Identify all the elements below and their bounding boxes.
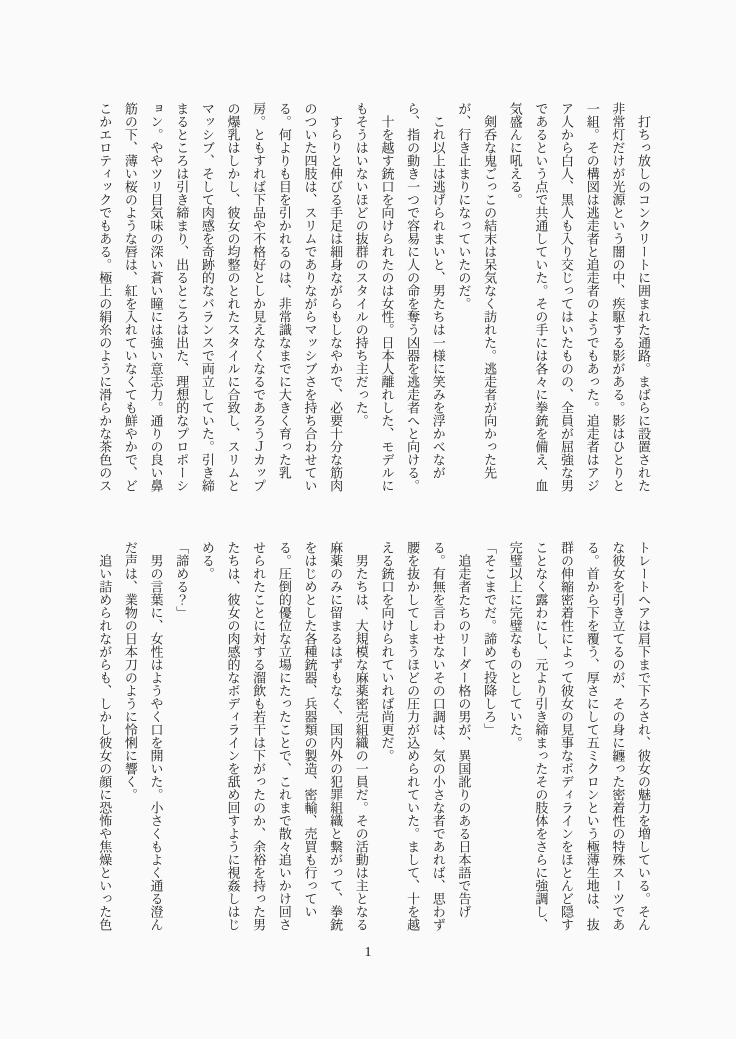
- text-line: る。圧倒的優位な立場にたったことで、これまで散々追いかけ回さ: [276, 541, 292, 931]
- text-line: める。: [199, 541, 215, 580]
- text-line: 打ちっ放しのコンクリートに囲まれた通路。まばらに設置された: [636, 102, 651, 492]
- text-line: 完璧以上に完璧なものとしていた。: [507, 541, 523, 749]
- text-line: 筋の下、薄い桜のような唇は、紅を入れていなくても鮮やかで、ど: [122, 102, 138, 492]
- text-line: 十を越す銃口を向けられたのは女性。日本人離れした、モデルに: [379, 102, 395, 492]
- text-line: える銃口を向けられていれば尚更だ。: [379, 541, 395, 762]
- text-line: 一組。その構図は逃走者と追走者のようでもあった。追走者はアジ: [584, 102, 600, 492]
- text-line: 気盛んに吼える。: [507, 102, 523, 206]
- text-line: る。有無を言わせないその口調は、気の小さな者であれば、思わず: [430, 541, 446, 931]
- text-line: のついた四肢は、スリムでありながらマッシブさを持ち合わせてい: [302, 102, 318, 492]
- text-line: まるところは引き締まり、出るところは出た、理想的なプロポーシ: [174, 102, 190, 492]
- text-line: ョン。ややツリ目気味の深い蒼い瞳には強い意志力。通りの良い鼻: [148, 102, 164, 492]
- text-line: であるという点で共通していた。その手には各々に拳銃を備え、血: [533, 102, 549, 492]
- text-line: ら、指の動き一つで容易に人の命を奪う凶器を逃走者へと向ける。: [405, 102, 421, 492]
- text-line: 房。ともすれば下品や不格好としか見えなくなるであろうＪカップ: [251, 102, 267, 492]
- text-line: もそうはいないほどの抜群のスタイルの持ち主だった。: [353, 102, 369, 427]
- text-line: 麻薬のみに留まるはずもなく、国内外の犯罪組織と繋がって、拳銃: [328, 541, 344, 931]
- text-line: せられたことに対する溜飲も若干は下がったのか、余裕を持った男: [251, 541, 267, 931]
- text-line: 非常灯だけが光源という闇の中、疾駆する影がある。影はひとりと: [610, 102, 626, 492]
- text-line: ア人から白人、黒人も入り交じってはいたものの、全員が屈強な男: [559, 102, 575, 492]
- page-number: 1: [364, 945, 372, 960]
- text-line: ことなく露わにし、元より引き締まったその肢体をさらに強調し、: [533, 541, 549, 931]
- text-line: る。首から下を覆う、厚さにして五ミクロンという極薄生地は、抜: [584, 541, 600, 931]
- text-line: 男の言葉に、女性はようやく口を開いた。小さくもよく通る澄ん: [148, 541, 164, 931]
- text-line: る。何よりも目を引かれるのは、非常識なまでに大きく育った乳: [276, 102, 292, 479]
- text-line: 男たちは、大規模な麻薬密売組織の一員だ。その活動は主となる: [353, 541, 369, 931]
- text-line: 追い詰められながらも、しかし彼女の顔に恐怖や焦燥といった色: [97, 541, 113, 931]
- text-line: マッシブ、そして肉感を奇跡的なバランスで両立していた。引き締: [199, 102, 215, 492]
- text-line: 「諦める？」: [174, 541, 190, 619]
- text-line: 追走者たちのリーダー格の男が、異国訛りのある日本語で告げ: [456, 541, 472, 918]
- text-line: な彼女を引き立てるのが、その身に纏った密着性の特殊スーツであ: [610, 541, 626, 931]
- text-line: たちは、彼女の肉感的なボディラインを舐め回すように視姦しはじ: [225, 541, 241, 931]
- text-line: をはじめとした各種銃器、兵器類の製造、密輸、売買も行ってい: [302, 541, 318, 918]
- text-line: だ声は、業物の日本刀のように怜悧に響く。: [122, 541, 138, 801]
- text-line: トレートヘアは肩下まで下ろされ、彼女の魅力を増している。そん: [636, 541, 651, 931]
- text-line: が、行き止まりになっていたのだ。: [456, 102, 472, 310]
- text-line: 腰を抜かしてしまうほどの圧力が込められていた。まして、十を越: [405, 541, 421, 931]
- text-line: こかエロティックでもある。極上の絹糸のように滑らかな茶色のス: [97, 102, 113, 492]
- text-line: これ以上は逃げられまいと、男たちは一様に笑みを浮かべなが: [430, 102, 446, 479]
- text-line: 「そこまでだ。諦めて投降しろ」: [482, 541, 498, 736]
- text-line: 剣呑な鬼ごっこの結末は呆気なく訪れた。逃走者が向かった先: [482, 102, 498, 479]
- text-line: の爆乳はしかし、彼女の均整のとれたスタイルに合致し、スリムと: [225, 102, 241, 492]
- text-line: 群の伸縮密着性によって彼女の見事なボディラインをほとんど隠す: [559, 541, 575, 931]
- text-block-bottom: [92, 541, 656, 935]
- text-line: すらりと伸びる手足は細身ながらもしなやかで、必要十分な筋肉: [328, 102, 344, 492]
- text-block-top: [92, 102, 656, 496]
